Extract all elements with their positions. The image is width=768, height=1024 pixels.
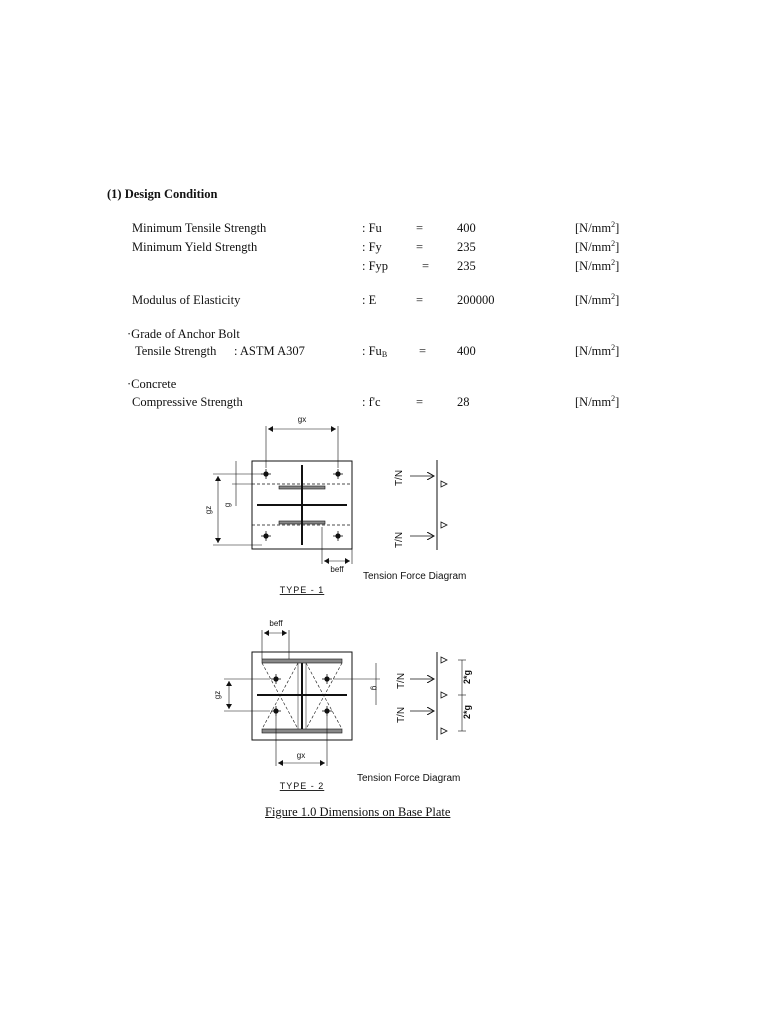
property-label: Minimum Yield Strength	[132, 240, 258, 254]
g-label: g	[223, 502, 232, 508]
property-value: 28	[457, 395, 470, 409]
tension-diagram-label: Tension Force Diagram	[363, 571, 467, 582]
unit-base: [N/mm	[575, 293, 612, 307]
unit-close: ]	[615, 293, 620, 307]
unit-exponent: 2	[611, 394, 616, 403]
two-g-label: 2*g	[462, 704, 472, 720]
two-g-label: 2*g	[462, 669, 472, 685]
triangle-marker-icon	[441, 522, 447, 528]
type1-diagram	[204, 415, 466, 595]
bolt-icon	[322, 674, 332, 684]
group-heading: ·Grade of Anchor Bolt	[127, 327, 240, 341]
type2-caption: TYPE - 2	[279, 781, 325, 791]
property-label: Tensile Strength	[135, 344, 217, 358]
tension-diagram-label: Tension Force Diagram	[357, 773, 461, 784]
triangle-marker-icon	[441, 728, 447, 734]
bolt-icon	[261, 469, 271, 479]
unit-base: [N/mm	[575, 344, 612, 358]
unit-base: [N/mm	[575, 221, 612, 235]
property-symbol: : Fyp	[362, 259, 389, 273]
symbol-base: : Fu	[362, 344, 382, 358]
triangle-marker-icon	[441, 657, 447, 663]
beff-label: beff	[269, 619, 283, 628]
unit-base: [N/mm	[575, 240, 612, 254]
bolt-icon	[261, 531, 271, 541]
column-flange-top	[262, 659, 342, 663]
tn-label: T/N	[394, 469, 405, 487]
equals-sign: =	[416, 293, 424, 307]
unit-exponent: 2	[611, 343, 616, 352]
tn-label: T/N	[396, 672, 407, 690]
g-label: g	[370, 685, 379, 691]
bolt-icon	[271, 706, 281, 716]
symbol-subscript: B	[381, 350, 388, 359]
tn-label: T/N	[396, 706, 407, 724]
type2-diagram	[213, 619, 472, 791]
figure-caption: Figure 1.0 Dimensions on Base Plate	[265, 805, 451, 819]
column-flange-bottom	[262, 729, 342, 733]
gz-label: gz	[204, 505, 213, 515]
unit-base: [N/mm	[575, 259, 612, 273]
unit-close: ]	[615, 395, 620, 409]
type1-caption: TYPE - 1	[279, 585, 325, 595]
property-symbol: : E	[362, 293, 377, 307]
unit-exponent: 2	[611, 292, 616, 301]
gz-label: gz	[213, 690, 222, 700]
equals-sign: =	[422, 259, 430, 273]
property-value: 235	[457, 240, 476, 254]
unit-close: ]	[615, 344, 620, 358]
unit-exponent: 2	[611, 220, 616, 229]
gx-label: gx	[296, 751, 306, 760]
gx-label: gx	[297, 415, 307, 424]
equals-sign: =	[416, 221, 424, 235]
property-symbol: : Fu	[362, 221, 382, 235]
equals-sign: =	[416, 240, 424, 254]
bolt-icon	[333, 469, 343, 479]
property-label: Compressive Strength	[132, 395, 243, 409]
unit-exponent: 2	[611, 239, 616, 248]
bolt-spec: : ASTM A307	[234, 344, 305, 358]
tn-label: T/N	[394, 531, 405, 549]
triangle-marker-icon	[441, 481, 447, 487]
beff-label: beff	[330, 565, 344, 574]
property-symbol: : f'c	[362, 395, 381, 409]
equals-sign: =	[416, 395, 424, 409]
bolt-icon	[333, 531, 343, 541]
triangle-marker-icon	[441, 692, 447, 698]
property-value: 200000	[457, 293, 495, 307]
unit-base: [N/mm	[575, 395, 612, 409]
unit-close: ]	[615, 221, 620, 235]
property-label: Modulus of Elasticity	[132, 293, 241, 307]
property-value: 400	[457, 221, 476, 235]
property-label: Minimum Tensile Strength	[132, 221, 267, 235]
group-heading: ·Concrete	[127, 377, 177, 391]
property-symbol: : Fy	[362, 240, 382, 254]
unit-exponent: 2	[611, 258, 616, 267]
property-value: 400	[457, 344, 476, 358]
unit-close: ]	[615, 240, 620, 254]
unit-close: ]	[615, 259, 620, 273]
section-heading: (1) Design Condition	[107, 187, 218, 201]
property-value: 235	[457, 259, 476, 273]
equals-sign: =	[419, 344, 427, 358]
